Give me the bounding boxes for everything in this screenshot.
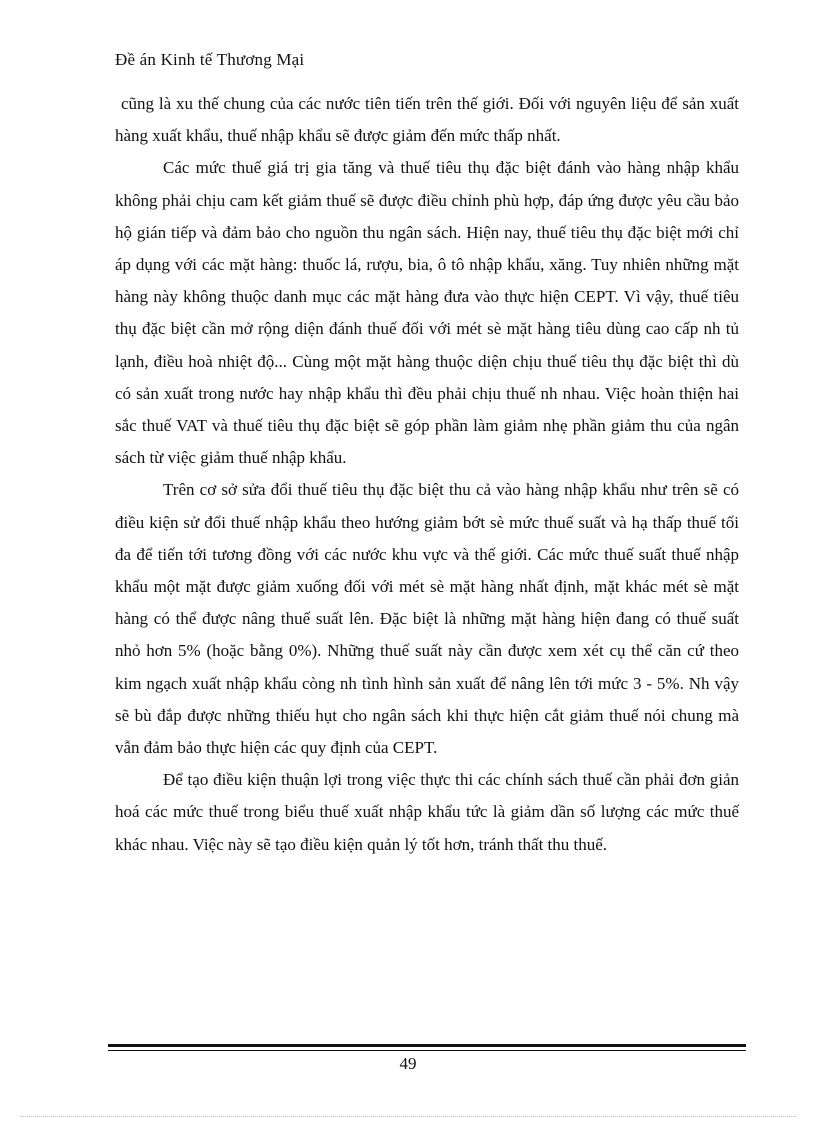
paragraph-2: Các mức thuế giá trị gia tăng và thuế tiêu thụ đặc biệt đánh vào hàng nhập khẩu không phải chịu cam kết giảm thuế sẽ được điều chỉnh phù hợp, đáp ứng được yêu cầu bảo hộ gián tiếp và đảm bảo cho nguồn thu ngân sách. Hiện nay, thuế tiêu thụ đặc biệt mới chỉ áp dụng với các mặt hàng: thuốc lá, rượu, bia, ô tô nhập khẩu, xăng. Tuy nhiên những mặt hàng này không thuộc danh mục các mặt hàng đưa vào thực hiện CEPT. Vì vậy, thuế tiêu thụ đặc biệt cần mở rộng diện đánh thuế đối với mét sè mặt hàng tiêu dùng cao cấp nh tủ lạnh, điều hoà nhiệt độ... Cùng một mặt hàng thuộc diện chịu thuế tiêu thụ đặc biệt thì dù có sản xuất trong nước hay nhập khẩu thì đều phải chịu thuế nh nhau. Việc hoàn thiện hai sắc thuế VAT và thuế tiêu thụ đặc biệt sẽ góp phần làm giảm nhẹ phần giảm thu của ngân sách từ việc giảm thuế nhập khẩu.: [115, 158, 739, 468]
page-header: Đề án Kinh tế Thương Mại: [115, 50, 305, 69]
footer-divider: [108, 1044, 746, 1051]
paragraph-3: Trên cơ sở sửa đổi thuế tiêu thụ đặc biệt thu cả vào hàng nhập khẩu như trên sẽ có điều kiện sử đổi thuế nhập khẩu theo hướng giảm bớt sè mức thuế suất và hạ thấp thuế tối đa để tiến tới tương đồng với các nước khu vực và thế giới. Các mức thuế suất thuế nhập khẩu một mặt được giảm xuống đối với mét sè mặt hàng nhất định, mặt khác mét sè mặt hàng có thể được nâng thuế suất lên. Đặc biệt là những mặt hàng hiện đang có thuế suất nhỏ hơn 5% (hoặc bằng 0%). Những thuế suất này cần được xem xét cụ thể căn cứ theo kim ngạch xuất nhập khẩu còng nh tình hình sản xuất để nâng lên tới mức 3 - 5%. Nh vậy sẽ bù đắp được những thiếu hụt cho ngân sách khi thực hiện cắt giảm thuế nói chung mà vẫn đảm bảo thực hiện các quy định của CEPT.: [115, 480, 739, 758]
paragraph-4: Để tạo điều kiện thuận lợi trong việc thực thi các chính sách thuế cần phải đơn giản hoá các mức thuế trong biểu thuế xuất nhập khẩu tức là giảm dần số lượng các mức thuế khác nhau. Việc này sẽ tạo điều kiện quản lý tốt hơn, tránh thất thu thuế.: [115, 770, 739, 854]
page-number: 49: [399, 1054, 417, 1073]
paragraph-1: cũng là xu thế chung của các nước tiên tiến trên thế giới. Đối với nguyên liệu để sản xuất hàng xuất khẩu, thuế nhập khẩu sẽ được giảm đến mức thấp nhất.: [115, 94, 739, 146]
page-bottom-border: [20, 1116, 796, 1117]
body-text: [115, 88, 739, 861]
